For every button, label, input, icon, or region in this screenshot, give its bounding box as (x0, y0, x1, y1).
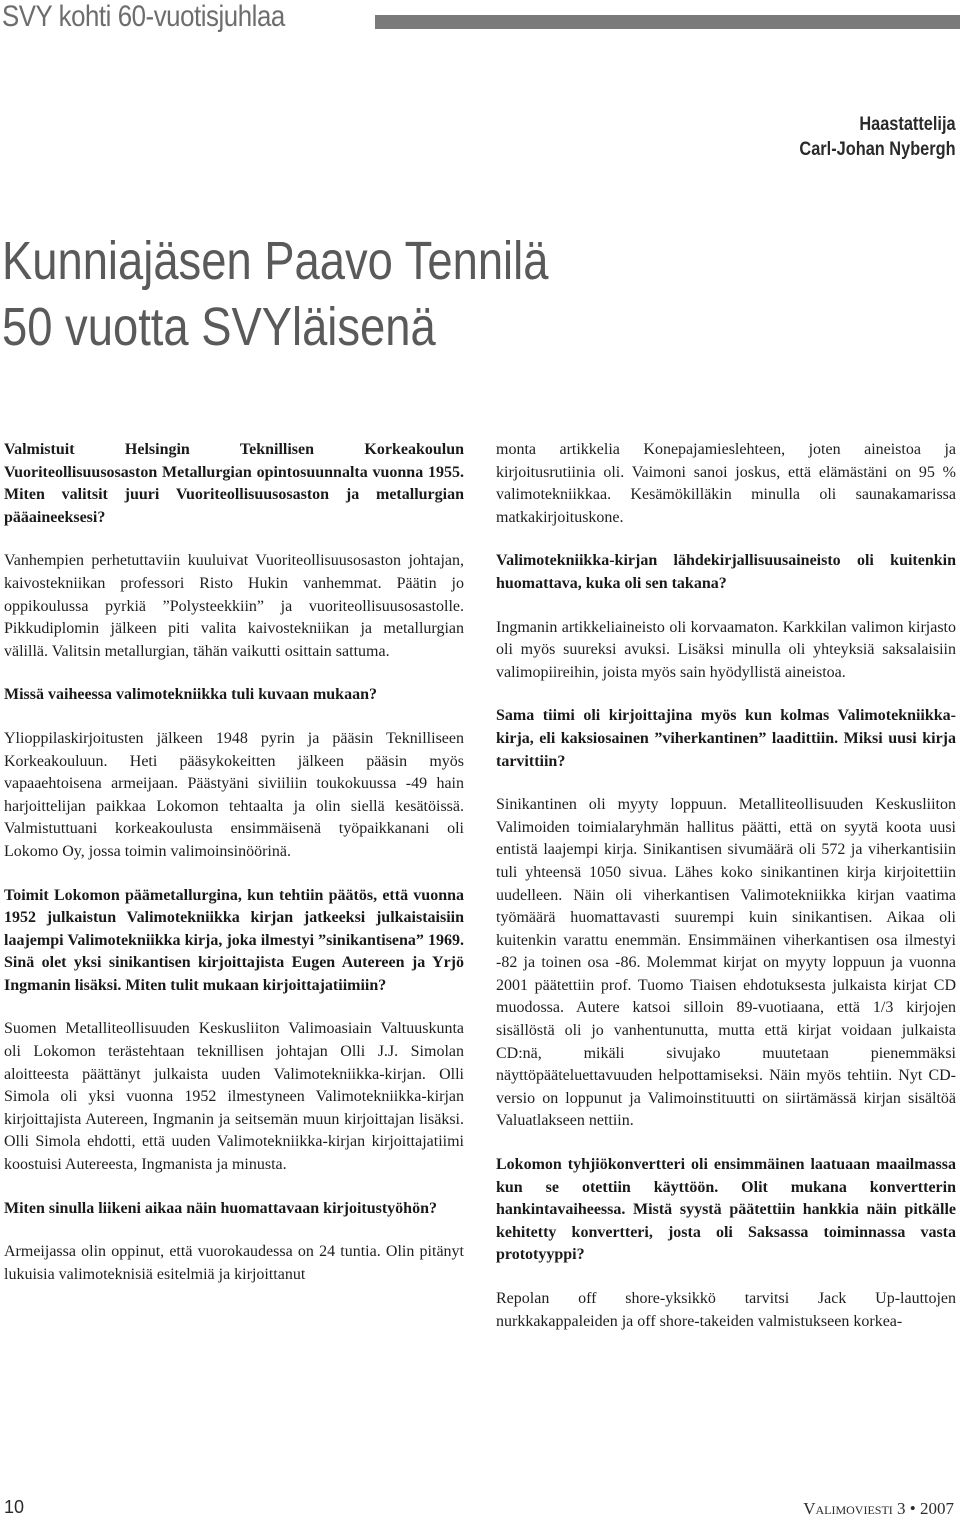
answer-paragraph: Vanhempien perhetuttaviin kuuluivat Vuoriteollisuusosaston johtajan, kaivostekniikan professori Risto Hukin vanhemmat. Päätin jo oppikoulussa pyrkiä ”Polysteekkiin” ja vuoriteollisuusosastolle. Pikkudiplomin jälkeen piti valita kaivostekniikan ja metallurgian välillä. Valitsin metallurgian, tähän vaikutti osittain sattuma. (4, 552, 464, 660)
answer-paragraph: Sinikantinen oli myyty loppuun. Metalliteollisuuden Keskusliiton Valimoiden toimialaryhmän hallitus päätti, että on syytä koota uusi entistä laajempi kirja. Sinikantisen sivumäärä oli 572 ja viherkantisiin tuli yhteensä 1050 sivua. Lähes koko sinikantinen kirja kirjoitettiin uudelleen. Näin oli viherkantisen Valimotekniikka kirjan vaatima työmäärä huomattavasti suurempi kuin sinikantisen. Aikaa oli kuitenkin varattu enemmän. Ensimmäinen viherkantisen osa ilmestyi -82 ja toinen osa -86. Molemmat kirjat on myyty loppuun ja vuonna 2001 päätettiin prof. Tuomo Tiaisen ehdotuksesta julkaista kirjat CD muodossa. Autere katsoi silloin 89-vuotiaana, että 1/3 kirjojen sisällöstä oli jo vanhentunutta, mutta että kirjat voidaan julkaista CD:nä, mikäli sivujako muutetaan pienemmäksi näyttöpääteluettavuuden helpottamiseksi. Näin myös tehtiin. Nyt CD-versio on loppunut ja Valimoinstituutti on siirtämässä kirjan sisältöä Valuatlakseen nettiin. (496, 796, 956, 1130)
question-paragraph: Lokomon tyhjiökonvertteri oli ensimmäinen laatuaan maailmassa kun se otettiin käyttöön. Olit mukana konvertterin hankintavaiheessa. Mistä syystä päätettiin hankkia näin pitkälle kehitetty konvertteri, josta oli Saksassa toiminnassa vasta prototyyppi? (496, 1156, 956, 1264)
right-column (496, 439, 956, 1354)
issue-number: 3 (897, 1499, 906, 1518)
answer-paragraph: Suomen Metalliteollisuuden Keskusliiton Valimoasiain Valtuuskunta oli Lokomon terästehtaan teknillisen johtajan Olli J.J. Simolan aloitteesta päättänyt julkaista uuden Valimotekniikka-kirjan. Olli Simola oli yksi vuonna 1952 ilmestyneen Valimotekniikka-kirjan kirjoittajista Autereen, Ingmanin ja seitsemän muun kirjoittajan lisäksi. Olli Simola ehdotti, että uuden Valimotekniikka-kirjan kirjoittajatiimi koostuisi Autereesta, Ingmanista ja minusta. (4, 1020, 464, 1174)
question-paragraph: Valmistuit Helsingin Teknillisen Korkeakoulun Vuoriteollisuusosaston Metallurgian opintosuunnalta vuonna 1955. Miten valitsit juuri Vuoriteollisuusosaston ja metallurgian pääaineeksesi? (4, 441, 464, 526)
question-paragraph: Miten sinulla liikeni aikaa näin huomattavaan kirjoitustyöhön? (4, 1199, 437, 1217)
page-number: 10 (4, 1497, 25, 1517)
header-rule (375, 15, 960, 29)
magazine-name: Valimoviesti (803, 1499, 893, 1518)
answer-paragraph: Armeijassa olin oppinut, että vuorokaudessa on 24 tuntia. Olin pitänyt lukuisia valimoteknisiä esitelmiä ja kirjoittanut (4, 1243, 464, 1283)
question-paragraph: Missä vaiheessa valimotekniikka tuli kuvaan mukaan? (4, 686, 377, 704)
byline-name: Carl-Johan Nybergh (799, 139, 956, 160)
answer-paragraph: Repolan off shore-yksikkö tarvitsi Jack Up-lauttojen nurkkakappaleiden ja off shore-takeiden valmistukseen korkea- (496, 1290, 956, 1330)
magazine-issue (803, 1499, 954, 1519)
answer-paragraph: Ylioppilaskirjoitusten jälkeen 1948 pyrin ja pääsin Teknilliseen Korkeakouluun. Heti pääsykokeitten jälkeen pääsin myös vapaaehtoisena armeijaan. Päästyäni siviiliin toukokuussa -49 hain harjoittelijan paikkaa Lokomon tehtaalta ja olin siellä kesätöissä. Valmistuttuani korkeakoulusta ensimmäisenä työpaikkanani oli Lokomo Oy, jossa toimin valimoinsinöörinä. (4, 729, 464, 860)
article-title-line-2: 50 vuotta SVYläisenä (2, 297, 436, 357)
byline (800, 112, 956, 162)
byline-role: Haastattelija (859, 114, 956, 135)
answer-paragraph: monta artikkelia Konepajamieslehteen, joten aineistoa ja kirjoitusrutiinia oli. Vaimoni sanoi joskus, että elämästäni on 95 % valimotekniikkaa. Kesämökilläkin minulla oli saunakamarissa matkakirjoituskone. (496, 441, 956, 526)
section-title: SVY kohti 60-vuotisjuhlaa (2, 0, 285, 33)
article-title-line-1: Kunniajäsen Paavo Tennilä (2, 231, 549, 291)
answer-paragraph: Ingmanin artikkeliaineisto oli korvaamaton. Karkkilan valimon kirjasto oli myös suureksi avuksi. Lisäksi minulla oli yhteyksiä saksalaisiin valimopiireihin, joista myös sain hyödyllistä aineistoa. (496, 618, 956, 681)
article-title (2, 228, 548, 360)
issue-year: 2007 (920, 1499, 954, 1518)
question-paragraph: Toimit Lokomon päämetallurgina, kun tehtiin päätös, että vuonna 1952 julkaistun Valimotekniikka kirjan jatkeeksi julkaistaisiin laajempi Valimotekniikka kirja, joka ilmestyi ”sinikantisena” 1969. Sinä olet yksi sinikantisen kirjoittajista Eugen Autereen ja Yrjö Ingmanin lisäksi. Miten tulit mukaan kirjoittajatiimiin? (4, 886, 464, 994)
question-paragraph: Valimotekniikka-kirjan lähdekirjallisuusaineisto oli kuitenkin huomattava, kuka oli sen takana? (496, 552, 956, 592)
question-paragraph: Sama tiimi oli kirjoittajina myös kun kolmas Valimotekniikka-kirja, eli kaksiosainen ”viherkantinen” laadittiin. Miksi uusi kirja tarvittiin? (496, 707, 956, 770)
issue-separator: • (909, 1499, 916, 1518)
left-column (4, 439, 464, 1307)
